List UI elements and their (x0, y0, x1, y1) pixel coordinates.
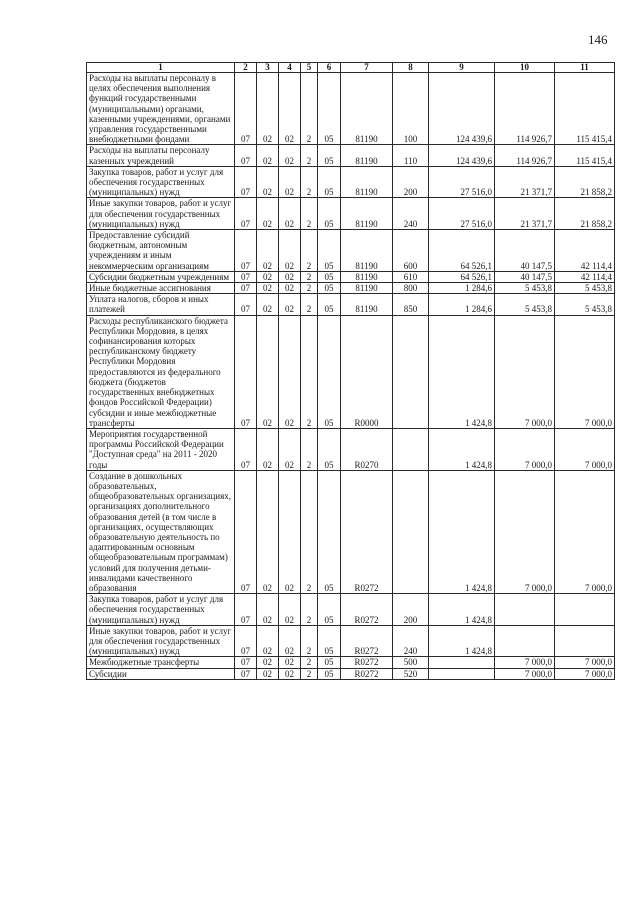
amount-year-3: 5 453,8 (555, 294, 615, 315)
expense-type-code: 600 (393, 230, 429, 272)
direction-code: R0272 (341, 625, 393, 657)
program-code: 02 (279, 283, 301, 294)
amount-year-2 (495, 594, 555, 626)
expense-type-code (393, 470, 429, 593)
subprogram-code: 2 (301, 73, 318, 145)
direction-code: R0272 (341, 470, 393, 593)
expense-type-code: 800 (393, 283, 429, 294)
amount-year-1: 1 424,8 (429, 625, 495, 657)
program-code: 02 (279, 315, 301, 428)
direction-code: R0272 (341, 594, 393, 626)
event-code: 05 (318, 657, 341, 668)
event-code: 05 (318, 294, 341, 315)
expense-type-code: 100 (393, 73, 429, 145)
header-cell: 9 (429, 63, 495, 73)
amount-year-2: 40 147,5 (495, 230, 555, 272)
subprogram-code: 2 (301, 198, 318, 230)
amount-year-1: 1 284,6 (429, 294, 495, 315)
program-code: 02 (279, 73, 301, 145)
subsection-code: 02 (257, 657, 279, 668)
subsection-code: 02 (257, 315, 279, 428)
header-cell: 3 (257, 63, 279, 73)
event-code: 05 (318, 428, 341, 470)
subsection-code: 02 (257, 271, 279, 282)
program-code: 02 (279, 594, 301, 626)
table-header-row (87, 63, 615, 73)
table-row (87, 198, 615, 230)
row-name: Субсидии бюджетным учреждениям (87, 271, 235, 282)
direction-code: 81190 (341, 271, 393, 282)
subprogram-code: 2 (301, 657, 318, 668)
program-code: 02 (279, 166, 301, 198)
program-code: 02 (279, 668, 301, 679)
program-code: 02 (279, 271, 301, 282)
table-row (87, 166, 615, 198)
amount-year-2: 5 453,8 (495, 294, 555, 315)
program-code: 02 (279, 145, 301, 166)
event-code: 05 (318, 470, 341, 593)
direction-code: 81190 (341, 73, 393, 145)
section-code: 07 (235, 283, 257, 294)
amount-year-3: 42 114,4 (555, 271, 615, 282)
program-code: 02 (279, 198, 301, 230)
expense-type-code: 500 (393, 657, 429, 668)
header-cell: 8 (393, 63, 429, 73)
subsection-code: 02 (257, 668, 279, 679)
section-code: 07 (235, 73, 257, 145)
event-code: 05 (318, 594, 341, 626)
section-code: 07 (235, 428, 257, 470)
amount-year-1: 1 424,8 (429, 315, 495, 428)
header-cell: 1 (87, 63, 235, 73)
header-cell: 4 (279, 63, 301, 73)
amount-year-2: 7 000,0 (495, 668, 555, 679)
table-row (87, 271, 615, 282)
event-code: 05 (318, 668, 341, 679)
amount-year-3: 42 114,4 (555, 230, 615, 272)
expense-type-code: 850 (393, 294, 429, 315)
amount-year-1: 27 516,0 (429, 166, 495, 198)
amount-year-3: 21 858,2 (555, 166, 615, 198)
section-code: 07 (235, 625, 257, 657)
direction-code: 81190 (341, 166, 393, 198)
row-name: Расходы республиканского бюджета Республики Мордовия, в целях софинансирования которых республиканскому бюджету Республики Мордовия предоставляются из федерального бюджета (бюджетов государственных внебюджетных фондов Российской Федерации) субсидии и иные межбюджетные трансферты (87, 315, 235, 428)
table-row (87, 470, 615, 593)
direction-code: 81190 (341, 145, 393, 166)
subprogram-code: 2 (301, 594, 318, 626)
amount-year-2: 21 371,7 (495, 166, 555, 198)
amount-year-3: 115 415,4 (555, 73, 615, 145)
direction-code: R0272 (341, 657, 393, 668)
event-code: 05 (318, 145, 341, 166)
direction-code: R0272 (341, 668, 393, 679)
section-code: 07 (235, 271, 257, 282)
subsection-code: 02 (257, 594, 279, 626)
amount-year-1: 1 424,8 (429, 470, 495, 593)
header-cell: 2 (235, 63, 257, 73)
subsection-code: 02 (257, 294, 279, 315)
row-name: Создание в дошкольных образовательных, общеобразовательных организациях, организациях дополнительного образования детей (в том числе в организациях, осуществляющих образовательную деятельность по адаптированным основным общеобразовательным программам) условий для получения детьми-инвалидами качественного образования (87, 470, 235, 593)
amount-year-1: 1 424,8 (429, 428, 495, 470)
expense-type-code: 110 (393, 145, 429, 166)
direction-code: 81190 (341, 294, 393, 315)
table-row (87, 145, 615, 166)
row-name: Субсидии (87, 668, 235, 679)
subsection-code: 02 (257, 625, 279, 657)
direction-code: R0270 (341, 428, 393, 470)
event-code: 05 (318, 271, 341, 282)
amount-year-2: 40 147,5 (495, 271, 555, 282)
amount-year-3 (555, 594, 615, 626)
row-name: Предоставление субсидий бюджетным, автономным учреждениям и иным некоммерческим организациям (87, 230, 235, 272)
section-code: 07 (235, 470, 257, 593)
subsection-code: 02 (257, 428, 279, 470)
table-row (87, 283, 615, 294)
subsection-code: 02 (257, 166, 279, 198)
amount-year-2: 7 000,0 (495, 315, 555, 428)
row-name: Мероприятия государственной программы Российской Федерации "Доступная среда" на 2011 - 2020 годы (87, 428, 235, 470)
row-name: Уплата налогов, сборов и иных платежей (87, 294, 235, 315)
amount-year-3: 7 000,0 (555, 668, 615, 679)
subprogram-code: 2 (301, 294, 318, 315)
subsection-code: 02 (257, 198, 279, 230)
amount-year-1: 1 424,8 (429, 594, 495, 626)
subprogram-code: 2 (301, 428, 318, 470)
direction-code: 81190 (341, 198, 393, 230)
event-code: 05 (318, 625, 341, 657)
header-cell: 10 (495, 63, 555, 73)
amount-year-2 (495, 625, 555, 657)
section-code: 07 (235, 315, 257, 428)
amount-year-1: 124 439,6 (429, 73, 495, 145)
row-name: Расходы на выплаты персоналу в целях обеспечения выполнения функций государственными (муниципальными) органами, казенными учреждениями, органами управления государственными внебюджетными фондами (87, 73, 235, 145)
subprogram-code: 2 (301, 470, 318, 593)
expense-type-code: 520 (393, 668, 429, 679)
program-code: 02 (279, 657, 301, 668)
subprogram-code: 2 (301, 625, 318, 657)
subsection-code: 02 (257, 73, 279, 145)
row-name: Иные бюджетные ассигнования (87, 283, 235, 294)
amount-year-2: 114 926,7 (495, 145, 555, 166)
event-code: 05 (318, 73, 341, 145)
amount-year-2: 7 000,0 (495, 470, 555, 593)
amount-year-1 (429, 657, 495, 668)
row-name: Иные закупки товаров, работ и услуг для обеспечения государственных (муниципальных) нужд (87, 625, 235, 657)
table-row (87, 315, 615, 428)
expense-type-code (393, 315, 429, 428)
subsection-code: 02 (257, 283, 279, 294)
header-cell: 6 (318, 63, 341, 73)
event-code: 05 (318, 283, 341, 294)
amount-year-3: 7 000,0 (555, 428, 615, 470)
program-code: 02 (279, 470, 301, 593)
program-code: 02 (279, 230, 301, 272)
expense-type-code: 200 (393, 166, 429, 198)
amount-year-2: 7 000,0 (495, 428, 555, 470)
direction-code: R0000 (341, 315, 393, 428)
subsection-code: 02 (257, 470, 279, 593)
section-code: 07 (235, 668, 257, 679)
amount-year-3: 115 415,4 (555, 145, 615, 166)
amount-year-3: 21 858,2 (555, 198, 615, 230)
row-name: Расходы на выплаты персоналу казенных учреждений (87, 145, 235, 166)
amount-year-1: 64 526,1 (429, 230, 495, 272)
table-row (87, 668, 615, 679)
table-row (87, 73, 615, 145)
budget-table (86, 62, 615, 680)
table-row (87, 230, 615, 272)
section-code: 07 (235, 230, 257, 272)
header-cell: 5 (301, 63, 318, 73)
section-code: 07 (235, 198, 257, 230)
amount-year-1: 1 284,6 (429, 283, 495, 294)
table-row (87, 625, 615, 657)
amount-year-2: 7 000,0 (495, 657, 555, 668)
subprogram-code: 2 (301, 668, 318, 679)
amount-year-1: 27 516,0 (429, 198, 495, 230)
direction-code: 81190 (341, 283, 393, 294)
subsection-code: 02 (257, 230, 279, 272)
event-code: 05 (318, 230, 341, 272)
amount-year-3: 7 000,0 (555, 470, 615, 593)
expense-type-code: 610 (393, 271, 429, 282)
event-code: 05 (318, 166, 341, 198)
row-name: Закупка товаров, работ и услуг для обеспечения государственных (муниципальных) нужд (87, 166, 235, 198)
amount-year-3: 5 453,8 (555, 283, 615, 294)
subprogram-code: 2 (301, 271, 318, 282)
amount-year-2: 21 371,7 (495, 198, 555, 230)
amount-year-1: 64 526,1 (429, 271, 495, 282)
expense-type-code: 240 (393, 198, 429, 230)
row-name: Иные закупки товаров, работ и услуг для обеспечения государственных (муниципальных) нужд (87, 198, 235, 230)
row-name: Закупка товаров, работ и услуг для обеспечения государственных (муниципальных) нужд (87, 594, 235, 626)
amount-year-3: 7 000,0 (555, 315, 615, 428)
section-code: 07 (235, 145, 257, 166)
section-code: 07 (235, 294, 257, 315)
subsection-code: 02 (257, 145, 279, 166)
program-code: 02 (279, 294, 301, 315)
subprogram-code: 2 (301, 145, 318, 166)
program-code: 02 (279, 625, 301, 657)
amount-year-2: 5 453,8 (495, 283, 555, 294)
section-code: 07 (235, 657, 257, 668)
amount-year-1 (429, 668, 495, 679)
header-cell: 7 (341, 63, 393, 73)
expense-type-code (393, 428, 429, 470)
table-row (87, 428, 615, 470)
row-name: Межбюджетные трансферты (87, 657, 235, 668)
amount-year-2: 114 926,7 (495, 73, 555, 145)
section-code: 07 (235, 594, 257, 626)
subprogram-code: 2 (301, 166, 318, 198)
table-row (87, 594, 615, 626)
section-code: 07 (235, 166, 257, 198)
subprogram-code: 2 (301, 283, 318, 294)
table-body (87, 73, 615, 680)
event-code: 05 (318, 315, 341, 428)
expense-type-code: 240 (393, 625, 429, 657)
amount-year-3: 7 000,0 (555, 657, 615, 668)
subprogram-code: 2 (301, 230, 318, 272)
subprogram-code: 2 (301, 315, 318, 428)
header-cell: 11 (555, 63, 615, 73)
page-number: 146 (588, 32, 608, 47)
table-row (87, 294, 615, 315)
table-row (87, 657, 615, 668)
expense-type-code: 200 (393, 594, 429, 626)
amount-year-1: 124 439,6 (429, 145, 495, 166)
direction-code: 81190 (341, 230, 393, 272)
program-code: 02 (279, 428, 301, 470)
amount-year-3 (555, 625, 615, 657)
event-code: 05 (318, 198, 341, 230)
